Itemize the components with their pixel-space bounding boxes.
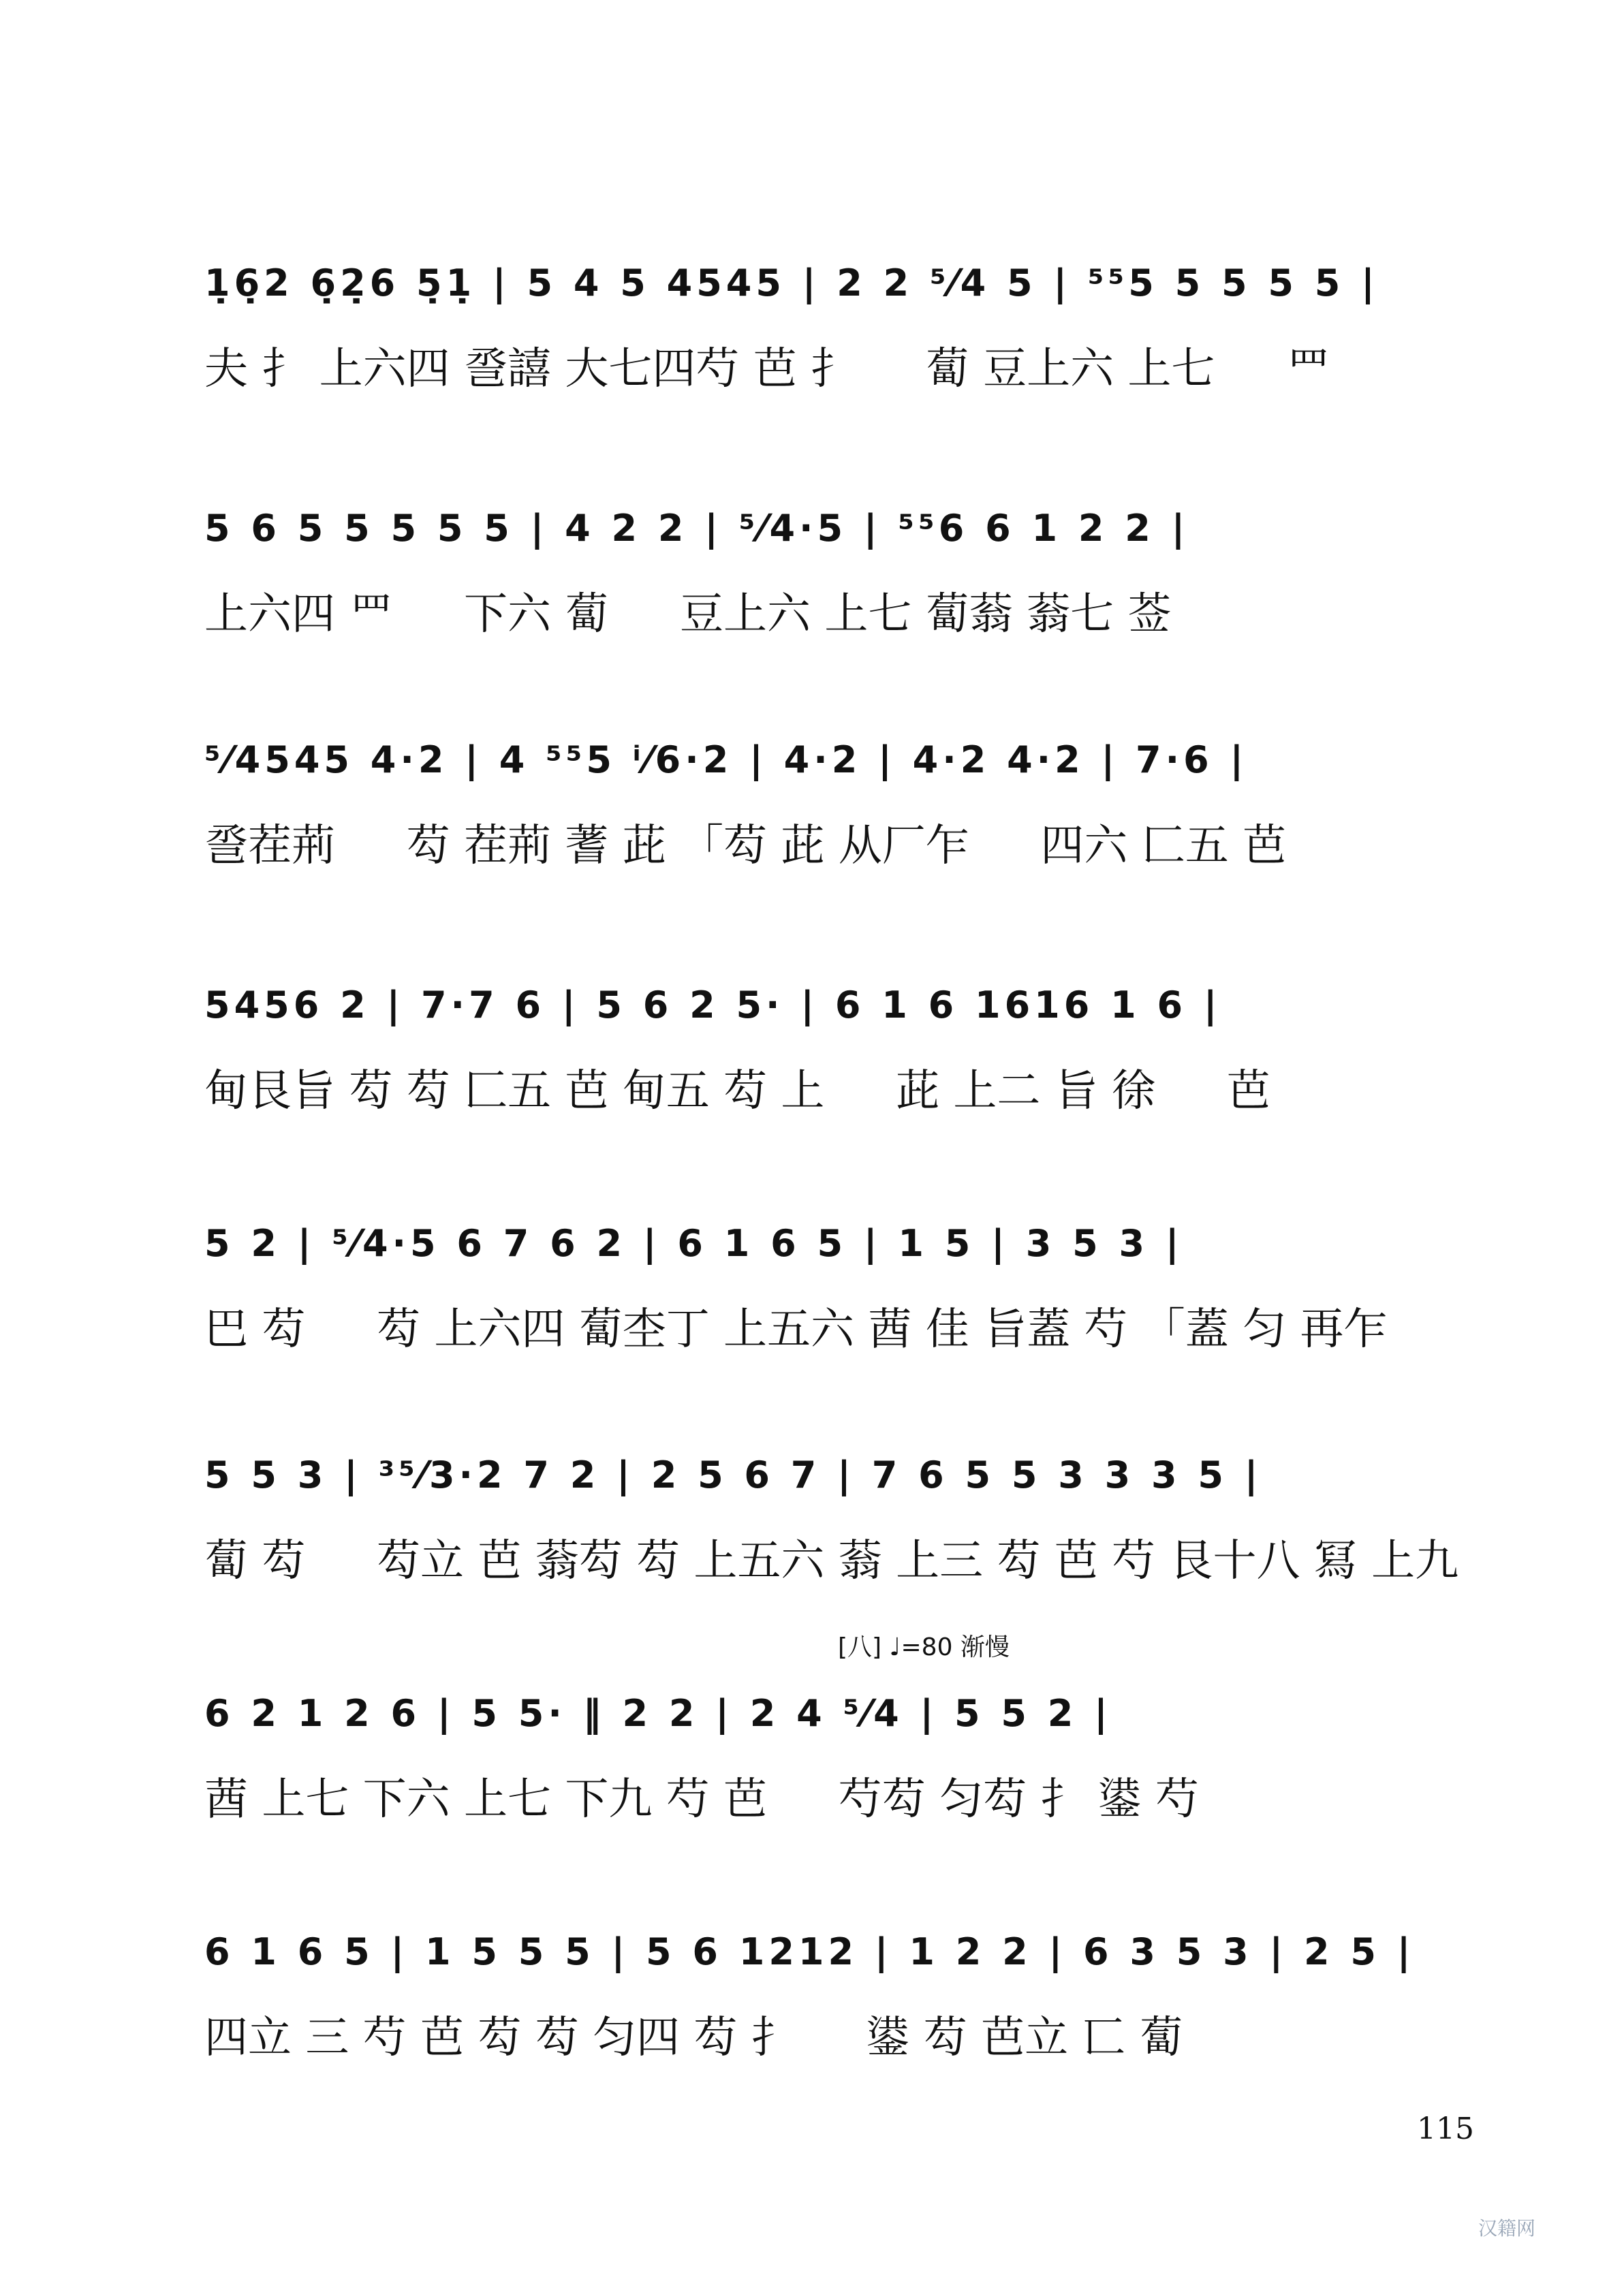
jianpu-line-1: 1̣6̣2 6̣2̣6 5̣1̣ | 5 4 5 4545 | 2 2 ⁵⁄4 5 | ⁵⁵5 5 5 5 5 |	[204, 261, 1379, 304]
tablature-row-2: 上六四 罒 下六 蔔 豆上六 上七 蔔蓊 蓊七 莶	[204, 589, 1172, 640]
tablature-row-1: 夫 扌 上六四 巹譆 大七四芍 芭 扌 蔔 豆上六 上七 罒	[204, 344, 1330, 394]
page-number: 115	[1417, 2112, 1474, 2146]
jianpu-line-3: ⁵⁄4545 4·2 | 4 ⁵⁵5 ⁱ⁄6·2 | 4·2 | 4·2 4·2 | 7·6 |	[204, 738, 1248, 781]
jianpu-line-4: 5456 2 | 7·7 6 | 5 6 2 5· | 6 1 6 1616 1 6 |	[204, 983, 1221, 1026]
tablature-row-5: 巴 芶 芶 上六四 蔔杢丁 上五六 莤 佳 旨蓋 芍 「蓋 匀 再乍	[204, 1304, 1388, 1355]
jianpu-row-6	[204, 1437, 1465, 1512]
jianpu-row-7	[204, 1676, 1465, 1751]
jianpu-line-8: 6 1 6 5 | 1 5 5 5 | 5 6 1212 | 1 2 2 | 6 3 5 3 | 2 5 |	[204, 1930, 1415, 1973]
tablature-row-8: 四立 三 芍 芭 芶 芶 匀四 芶 扌 鍙 芶 芭立 匸 蔔	[204, 2013, 1183, 2063]
jianpu-row-1	[204, 245, 1465, 320]
tablature-row-6: 蔔 芶 芶立 芭 蓊芶 芶 上五六 蓊 上三 芶 芭 芍 艮十八 冩 上九	[204, 1536, 1459, 1586]
jianpu-row-8	[204, 1914, 1465, 1989]
jianpu-line-2: 5 6 5 5 5 5 5 | 4 2 2 | ⁵⁄4·5 | ⁵⁵6 6 1 2 2 |	[204, 506, 1189, 550]
jianpu-row-3	[204, 722, 1465, 797]
jianpu-row-4	[204, 967, 1465, 1042]
jianpu-row-2	[204, 490, 1465, 565]
watermark: 汉籍网	[1478, 2217, 1536, 2240]
tablature-row-4: 甸艮旨 芶 芶 匚五 芭 甸五 芶 上 茈 上二 旨 徐 芭	[204, 1066, 1270, 1116]
jianpu-line-5: 5 2 | ⁵⁄4·5 6 7 6 2 | 6 1 6 5 | 1 5 | 3 5 3 |	[204, 1221, 1183, 1265]
jianpu-row-5	[204, 1206, 1465, 1281]
tempo-marking: [八] ♩=80 渐慢	[838, 1633, 1010, 1661]
jianpu-line-6: 5 5 3 | ³⁵⁄3·2 7 2 | 2 5 6 7 | 7 6 5 5 3 3 3 5 |	[204, 1453, 1262, 1496]
tablature-row-3: 巹茬荊 芶 茬荊 蓍 茈 「芶 茈 从厂乍 四六 匚五 芭	[204, 821, 1287, 871]
jianpu-line-7: 6 2 1 2 6 | 5 5· ‖ 2 2 | 2 4 ⁵⁄4 | 5 5 2 |	[204, 1691, 1112, 1735]
tablature-row-7: 莤 上七 下六 上七 下九 芍 芭 芍芶 匀芶 扌 鍙 芍	[204, 1774, 1200, 1825]
